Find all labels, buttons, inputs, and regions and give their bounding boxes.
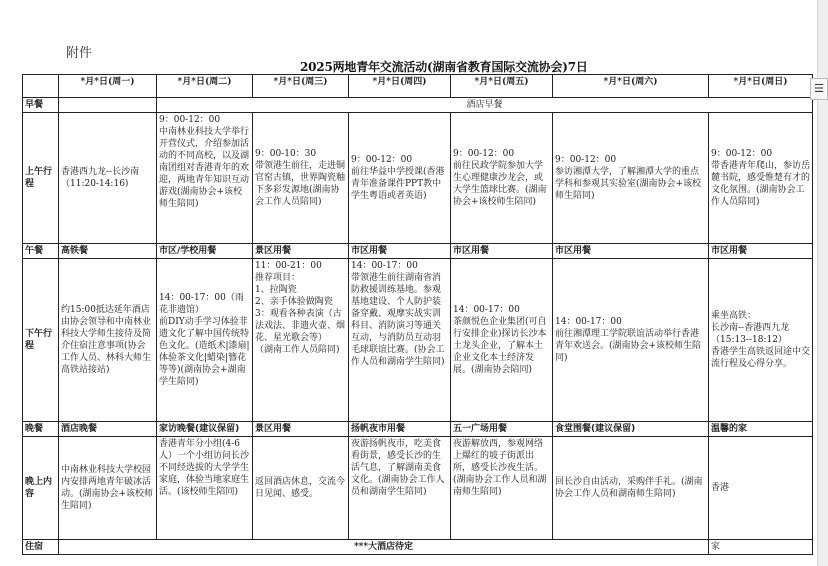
dinner-row xyxy=(23,422,813,437)
morning-cell: 9：00-10：30 带领港生前往，走进铜官窑古镇，世界陶瓷釉下多彩发源地(湖南协会工作人员陪同) xyxy=(253,113,349,244)
day-header: *月*日(周一) xyxy=(59,75,157,98)
corner-cell xyxy=(23,75,59,98)
afternoon-cell: 约15:00抵达延年酒店由协会领导和中南林业科技大学师生接待及简介住宿注意事项(协会工作人员、林科大师生高铁站接站) xyxy=(59,259,157,422)
row-label: 晚上内容 xyxy=(23,437,59,540)
lunch-cell: 市区用餐 xyxy=(709,244,813,259)
lunch-row xyxy=(23,244,813,259)
dinner-cell: 酒店晚餐 xyxy=(59,422,157,437)
dinner-cell: 温馨的家 xyxy=(709,422,813,437)
evening-cell: 返回酒店休息，交流今日见闻、感受。 xyxy=(253,437,349,540)
day-header: *月*日(周三) xyxy=(253,75,349,98)
evening-cell: 夜游解放西，参观网络上爆红的坡子街派出所，感受长沙夜生活。(湖南协会工作人员和湖南师生陪同) xyxy=(451,437,553,540)
lunch-cell: 景区用餐 xyxy=(253,244,349,259)
afternoon-cell: 14：00-17：00 前往湘潭理工学院联谊活动举行香港青年欢送会。(湖南协会+该校师生陪同) xyxy=(553,259,709,422)
lunch-cell: 高铁餐 xyxy=(59,244,157,259)
document-title: 2025两地青年交流活动(湖南省教育国际交流协会)7日 xyxy=(300,60,588,74)
day-header: *月*日(周二) xyxy=(157,75,253,98)
dinner-cell: 家访晚餐(建议保留) xyxy=(157,422,253,437)
row-label: 早餐 xyxy=(23,98,59,113)
day-header: *月*日(周五) xyxy=(451,75,553,98)
morning-cell: 9：00-12：00 参访湘潭大学，了解湘潭大学的重点学科和参观其实验室(湖南协会+该校师生陪同) xyxy=(553,113,709,244)
lunch-cell: 市区用餐 xyxy=(349,244,451,259)
morning-row xyxy=(23,113,813,244)
row-label: 住宿 xyxy=(23,540,59,555)
evening-cell: 香港 xyxy=(709,437,813,540)
header-row xyxy=(23,75,813,98)
evening-cell: 香港青年分小组(4-6人）一个小组访问长沙不同经选拔的大学学生家庭，体验当地家庭生活。(该校师生陪同) xyxy=(157,437,253,540)
afternoon-row xyxy=(23,259,813,422)
dinner-cell: 扬帆夜市用餐 xyxy=(349,422,451,437)
morning-cell: 9：00-12：00 前往民政学院参加大学生心理健康沙龙会，或大学生篮球比赛。(湖南协会+该校师生陪同) xyxy=(451,113,553,244)
afternoon-cell: 14：00-17：00 茶颜悦色企业集团(可自行安排企业)探访长沙本土龙头企业，了解本土企业文化本土经济发展。(湖南协会陪同) xyxy=(451,259,553,422)
row-label: 晚餐 xyxy=(23,422,59,437)
stay-row xyxy=(23,540,813,555)
evening-cell: 中南林业科技大学校园内安排两地青年破冰活动。(湖南协会+该校师生陪同) xyxy=(59,437,157,540)
day-header: *月*日(周六) xyxy=(553,75,709,98)
morning-cell: 香港西九龙--长沙南 （11:20-14:16) xyxy=(59,113,157,244)
day-header: *月*日(周四) xyxy=(349,75,451,98)
dinner-cell: 景区用餐 xyxy=(253,422,349,437)
day-header: *月*日(周日) xyxy=(709,75,813,98)
sidebar-menu-icon[interactable]: ☰ xyxy=(810,78,828,100)
dinner-cell: 五一广场用餐 xyxy=(451,422,553,437)
stay-cell: ***大酒店待定 xyxy=(59,540,709,555)
stay-last-cell: 家 xyxy=(709,540,813,555)
attachment-label: 附件 xyxy=(66,46,93,61)
afternoon-cell: 14：00-17：00 带领港生前往湖南省消防救援训练基地。参观基地建设、个人防护装备穿戴、观摩实战实训科目、消防演习等通关互动，与消防员互动羽毛球联谊比赛。(协会工作人员和湖南学生陪同) xyxy=(349,259,451,422)
breakfast-cell: 酒店早餐 xyxy=(157,98,813,113)
schedule-table xyxy=(22,74,813,555)
evening-row xyxy=(23,437,813,540)
morning-cell: 9：00-12：00 带香港青年爬山，参访岳麓书院，感受惟楚有才的文化氛围。(湖南协会工作人员陪同) xyxy=(709,113,813,244)
dinner-cell: 食堂围餐(建议保留) xyxy=(553,422,709,437)
afternoon-cell: 11：00-21：00 推荐项目： 1、拉陶瓷 2、亲手体验做陶瓷 3：观看各种表演（古法戏法、非遗火壶、烟花、星光歌会等） （湖南工作人员陪同) xyxy=(253,259,349,422)
evening-cell: 回长沙自由活动，采购伴手礼。(湖南协会工作人员和湖南师生陪同) xyxy=(553,437,709,540)
row-label: 上午行程 xyxy=(23,113,59,244)
lunch-cell: 市区用餐 xyxy=(451,244,553,259)
breakfast-row xyxy=(23,98,813,113)
afternoon-cell: 14：00-17：00（雨花非遗馆） 前DIY动手学习体验非遗文化了解中国传统特色文化。(造纸术|漆扇|体验茶文化|蜡染|簪花等等)(湖南协会+湖南学生陪同) xyxy=(157,259,253,422)
empty-cell xyxy=(59,98,157,113)
lunch-cell: 市区用餐 xyxy=(553,244,709,259)
evening-cell: 夜游扬帆夜市，吃美食看街景，感受长沙的生活气息，了解湖南美食文化。(湖南协会工作人员和湖南学生陪同) xyxy=(349,437,451,540)
morning-cell: 9：00-12：00 前往华益中学授课(香港青年准备课件PPT教中学生粤语或者英语) xyxy=(349,113,451,244)
row-label: 下午行程 xyxy=(23,259,59,422)
row-label: 午餐 xyxy=(23,244,59,259)
morning-cell: 9：00-12：00 中南林业科技大学举行开营仪式，介绍参加活动的不同高校，以及湖南团组对香港青年的欢迎，两地青年知识互动游戏(湖南协会+该校师生陪同) xyxy=(157,113,253,244)
afternoon-cell: 乘坐高铁： 长沙南--香港西九龙 （15:13--18:12） 香港学生高铁返回途中交流行程及心得分享。 xyxy=(709,259,813,422)
lunch-cell: 市区/学校用餐 xyxy=(157,244,253,259)
